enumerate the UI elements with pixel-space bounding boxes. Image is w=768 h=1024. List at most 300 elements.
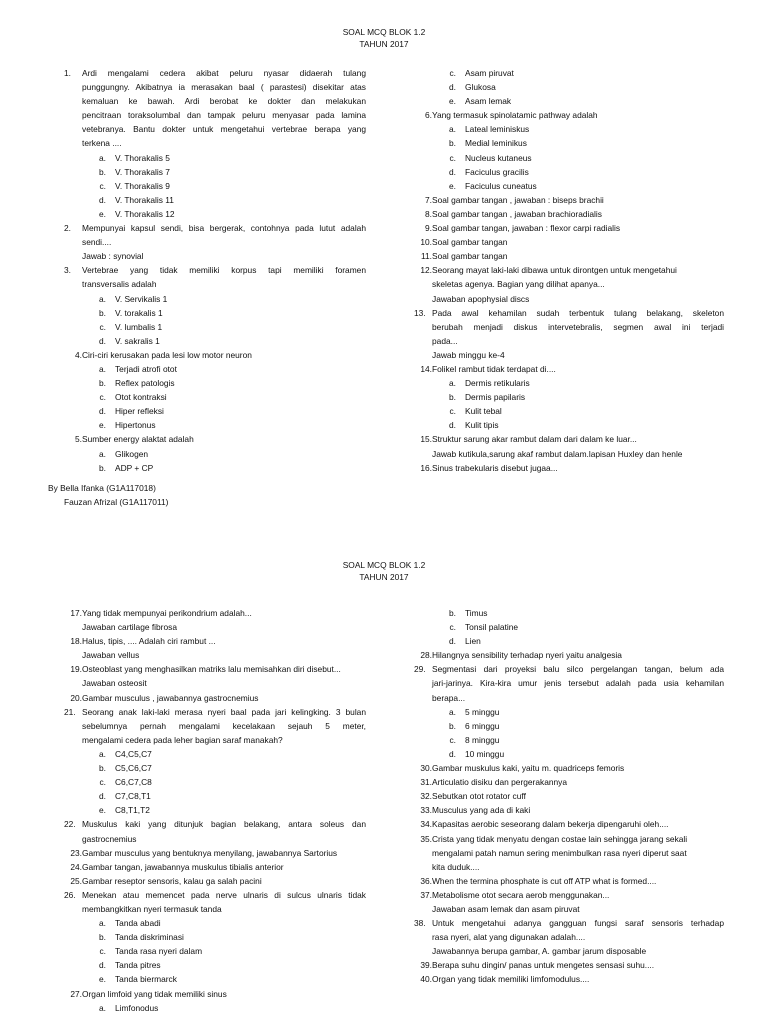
line-text: Seorang anak laki-laki merasa nyeri baal pada jari kelingking. 3 bulan [82,706,366,717]
question-continuation [64,733,366,747]
line-text: Tanda abadi [115,918,161,929]
question-number: 38. [414,918,426,929]
option-letter: b. [99,378,106,389]
question-continuation [414,691,724,705]
line-text: Soal gambar tangan , jawaban : biseps brachii [432,194,604,205]
line-text: Terjadi atrofi otot [115,363,177,374]
answer-option [64,334,366,348]
option-letter: d. [99,194,106,205]
question-number: 4. [75,349,82,360]
option-letter: a. [99,1002,106,1013]
question-line [64,705,366,719]
line-text: ADP + CP [115,462,154,473]
right-column [414,66,724,475]
answer-option [414,634,724,648]
question-continuation [414,320,724,334]
line-text: Tanda biermarck [115,974,177,985]
question-line [414,235,724,249]
answer-option [64,972,366,986]
option-letter: e. [449,96,456,107]
line-text: membangkitkan nyeri termasuk tanda [82,903,222,914]
line-text: V. Thorakalis 7 [115,166,170,177]
answer-option [414,390,724,404]
option-letter: e. [449,180,456,191]
question-continuation [64,648,366,662]
line-text: berubah menjadi diskus intervetebralis, segmen awal ini terjadi [432,321,724,332]
question-number: 35. [420,833,432,844]
question-continuation [64,832,366,846]
question-line [64,263,366,277]
option-letter: d. [449,420,456,431]
line-text: kita duduk.... [432,861,480,872]
option-letter: a. [449,378,456,389]
question-line [64,221,366,235]
answer-option [414,747,724,761]
author-line-2: Fauzan Afrizal (G1A117011) [64,497,169,507]
line-text: Halus, tipis, .... Adalah ciri rambut ... [82,636,216,647]
line-text: Yang tidak mempunyai perikondrium adalah... [82,608,252,618]
question-line [414,461,724,475]
question-number: 10. [420,237,432,248]
answer-option [64,944,366,958]
line-text: Gambar musculus , jawabannya gastrocnemius [82,692,259,703]
option-letter: e. [99,208,106,219]
question-number: 39. [420,960,432,971]
question-continuation [414,860,724,874]
answer-option [64,376,366,390]
line-text: V. Thorakalis 11 [115,194,174,205]
line-text: V. torakalis 1 [115,307,163,318]
option-letter: b. [449,608,456,618]
question-line [64,432,366,446]
line-text: Tanda pitres [115,960,161,971]
page-title: SOAL MCQ BLOK 1.2 [342,560,426,570]
line-text: C5,C6,C7 [115,763,152,774]
question-continuation [414,846,724,860]
question-number: 25. [70,875,82,886]
option-letter: a. [99,152,106,163]
question-number: 1. [64,68,71,78]
answer-option [414,606,724,620]
line-text: pada... [432,335,458,346]
line-text: Sumber energy alaktat adalah [82,434,194,445]
line-text: Musculus yang ada di kaki [432,805,531,816]
answer-option [414,733,724,747]
question-number: 9. [425,223,432,234]
question-number: 16. [420,462,432,473]
line-text: Tanda rasa nyeri dalam [115,946,203,957]
line-text: Dermis retikularis [465,378,530,389]
option-letter: e. [99,420,106,431]
option-letter: c. [99,392,106,403]
line-text: transversalis adalah [82,279,157,290]
line-text: Glikogen [115,448,149,459]
line-text: Medial leminikus [465,138,527,149]
option-letter: b. [449,720,456,731]
option-letter: d. [99,406,106,417]
option-letter: a. [99,918,106,929]
line-text: Timus [465,608,488,618]
question-number: 7. [425,194,432,205]
question-line [414,972,724,986]
answer-option [64,362,366,376]
option-letter: a. [99,448,106,459]
answer-option [64,151,366,165]
question-continuation [414,277,724,291]
line-text: pencitraan toraksolumbal dan tampak peluru menyasar pada lamina [82,110,366,121]
answer-option [64,761,366,775]
line-text: Asam lemak [465,96,512,107]
option-letter: c. [449,406,456,417]
page-year: TAHUN 2017 [359,572,409,582]
left-column [64,66,366,475]
question-continuation [64,277,366,291]
option-letter: c. [99,321,106,332]
line-text: Faciculus gracilis [465,166,529,177]
line-text: V. Thorakalis 9 [115,180,170,191]
line-text: Muskulus kaki yang ditunjuk bagian belakang, antara soleus dan [82,819,366,830]
answer-option [414,151,724,165]
line-text: punggungny. Akibatnya ia merasakan baal ( parastesi) disekitar atas [82,82,366,93]
option-letter: c. [449,152,456,163]
question-number: 14. [420,363,432,374]
line-text: V. Servikalis 1 [115,293,168,304]
answer-option [64,306,366,320]
page-header [0,26,768,50]
option-letter: b. [449,392,456,403]
question-line [414,888,724,902]
question-continuation [414,902,724,916]
line-text: Menekan atau memencet pada nerve ulnaris di sulcus ulnaris tidak [82,889,366,900]
question-number: 23. [70,847,82,858]
answer-option [64,958,366,972]
line-text: V. sakralis 1 [115,335,160,346]
question-continuation [414,676,724,690]
line-text: Soal gambar tangan [432,251,508,262]
question-number: 34. [420,819,432,830]
line-text: Otot kontraksi [115,392,167,403]
answer-option [64,193,366,207]
right-column [414,606,724,987]
question-line [414,249,724,263]
question-continuation [64,235,366,249]
question-number: 2. [64,223,71,234]
line-text: Dermis papilaris [465,392,526,403]
question-line [414,221,724,235]
question-number: 26. [64,889,76,900]
question-line [414,432,724,446]
question-line [414,958,724,972]
question-line [414,916,724,930]
line-text: Segmentasi dari proyeksi balu silco pergelangan tangan, belum ada [432,664,724,675]
question-number: 36. [420,875,432,886]
line-text: Soal gambar tangan, jawaban : flexor carpi radialis [432,223,621,234]
line-text: C6,C7,C8 [115,777,152,788]
question-line [414,263,724,277]
answer-option [64,916,366,930]
line-text: Organ limfoid yang tidak memiliki sinus [82,988,227,999]
question-number: 18. [70,636,82,647]
question-line [414,832,724,846]
answer-option [64,165,366,179]
line-text: Seorang mayat laki-laki dibawa untuk dirontgen untuk mengetahui [432,265,677,276]
answer-option [414,80,724,94]
answer-option [414,620,724,634]
question-line [414,803,724,817]
question-line [414,874,724,888]
line-text: rasa nyeri, alat yang digunakan adalah.... [432,932,586,943]
page-year: TAHUN 2017 [359,39,409,49]
question-continuation [64,94,366,108]
question-continuation [414,292,724,306]
option-letter: b. [99,166,106,177]
answer-option [64,179,366,193]
question-number: 31. [420,777,432,788]
line-text: Jawaban asam lemak dan asam piruvat [432,903,580,914]
option-letter: c. [449,68,456,78]
line-text: Sebutkan otot rotator cuff [432,791,526,802]
line-text: mengalami patah namun sering menimbulkan rasa nyeri diperut saat [432,847,687,858]
line-text: Jawab : synovial [82,251,144,262]
page-title: SOAL MCQ BLOK 1.2 [342,27,426,37]
answer-option [414,179,724,193]
line-text: Struktur sarung akar rambut dalam dari dalam ke luar... [432,434,637,445]
question-line [64,860,366,874]
page-header [0,559,768,583]
question-line [64,348,366,362]
answer-option [414,705,724,719]
answer-option [64,320,366,334]
line-text: Soal gambar tangan , jawaban brachioradialis [432,208,602,219]
line-text: V. Thorakalis 12 [115,208,175,219]
line-text: Ciri-ciri kerusakan pada lesi low motor neuron [82,349,252,360]
option-letter: d. [449,748,456,759]
question-line [64,817,366,831]
question-number: 15. [420,434,432,445]
question-number: 27. [70,988,82,999]
option-letter: c. [449,734,456,745]
option-letter: c. [449,622,456,633]
question-line [64,987,366,1001]
line-text: Jawab kutikula,sarung akaf rambut dalam.lapisan Huxley dan henle [432,448,683,459]
line-text: Soal gambar tangan [432,237,508,248]
line-text: skeletas agenya. Bagian yang dilihat apanya... [432,279,605,290]
question-continuation [64,136,366,150]
question-continuation [64,902,366,916]
line-text: Kulit tipis [465,420,499,431]
option-letter: c. [99,180,106,191]
line-text: 6 minggu [465,720,500,731]
option-letter: d. [449,636,456,647]
question-number: 6. [425,110,432,121]
line-text: Yang termasuk spinolatamic pathway adalah [432,110,598,121]
question-continuation [414,944,724,958]
answer-option [64,418,366,432]
document-page-2 [0,555,768,1024]
line-text: 5 minggu [465,706,500,717]
author-line-1: By Bella Ifanka (G1A117018) [48,483,156,493]
line-text: Berapa suhu dingin/ panas untuk mengetes sensasi suhu.... [432,960,655,971]
option-letter: d. [449,82,456,93]
answer-option [64,803,366,817]
question-continuation [64,719,366,733]
option-letter: a. [99,748,106,759]
line-text: Crista yang tidak menyatu dengan costae lain sehingga jarang sekali [432,833,688,844]
line-text: Organ yang tidak memiliki limfomodulus.... [432,974,590,985]
line-text: Gambar reseptor sensoris, kalau ga salah pacini [82,875,262,886]
option-letter: d. [99,335,106,346]
line-text: Glukosa [465,82,496,93]
question-line [64,691,366,705]
line-text: Faciculus cuneatus [465,180,537,191]
answer-option [414,719,724,733]
answer-option [64,789,366,803]
line-text: Gambar musculus yang bentuknya menyilang, jawabannya Sartorius [82,847,338,858]
option-letter: b. [99,763,106,774]
question-line [64,634,366,648]
question-line [414,306,724,320]
line-text: 8 minggu [465,734,500,745]
line-text: Limfonodus [115,1002,159,1013]
question-number: 24. [70,861,82,872]
line-text: 10 minggu [465,748,505,759]
question-line [414,761,724,775]
option-letter: d. [99,791,106,802]
line-text: C8,T1,T2 [115,805,150,816]
question-line [414,108,724,122]
question-line [414,193,724,207]
line-text: When the termina phosphate is cut off ATP what is formed.... [432,875,657,886]
line-text: Untuk mengetahui adanya gangguan fungsi saraf sensoris terhadap [432,918,724,929]
question-line [64,606,366,620]
answer-option [414,376,724,390]
option-letter: b. [99,307,106,318]
question-number: 19. [70,664,82,675]
question-continuation [64,108,366,122]
question-line [414,789,724,803]
line-text: Asam piruvat [465,68,514,78]
left-column [64,606,366,1015]
line-text: Ardi mengalami cedera akibat peluru nyasar didaerah tulang [82,68,366,78]
question-number: 22. [64,819,76,830]
question-continuation [414,447,724,461]
answer-option [414,66,724,80]
question-number: 32. [420,791,432,802]
answer-option [414,136,724,150]
line-text: C7,C8,T1 [115,791,151,802]
answer-option [414,122,724,136]
question-continuation [414,930,724,944]
question-number: 28. [420,650,432,661]
line-text: Folikel rambut tidak terdapat di.... [432,363,556,374]
line-text: Jawaban vellus [82,650,140,661]
question-number: 17. [70,608,82,618]
answer-option [64,207,366,221]
question-continuation [64,676,366,690]
option-letter: e. [99,974,106,985]
answer-option [414,94,724,108]
question-number: 3. [64,265,71,276]
question-continuation [64,249,366,263]
line-text: Jawaban cartilage fibrosa [82,622,177,633]
line-text: Gambar tangan, jawabannya muskulus tibialis anterior [82,861,284,872]
question-number: 30. [420,763,432,774]
question-number: 12. [420,265,432,276]
line-text: Jawaban apophysial discs [432,293,530,304]
answer-option [64,930,366,944]
line-text: Tonsil palatine [465,622,519,633]
line-text: Kulit tebal [465,406,502,417]
question-continuation [414,348,724,362]
option-letter: b. [449,138,456,149]
question-number: 13. [414,307,426,318]
option-letter: e. [99,805,106,816]
option-letter: c. [99,777,106,788]
line-text: Nucleus kutaneus [465,152,532,163]
question-number: 21. [64,706,76,717]
option-letter: a. [449,124,456,135]
question-line [64,66,366,80]
option-letter: a. [99,363,106,374]
option-letter: d. [449,166,456,177]
question-continuation [414,334,724,348]
line-text: C4,C5,C7 [115,748,152,759]
question-number: 11. [420,251,432,262]
line-text: Jawab minggu ke-4 [432,349,505,360]
line-text: Sinus trabekularis disebut jugaa... [432,462,558,473]
option-letter: a. [99,293,106,304]
line-text: Reflex patologis [115,378,175,389]
answer-option [64,461,366,475]
question-number: 33. [420,805,432,816]
answer-option [414,404,724,418]
question-line [64,874,366,888]
line-text: Pada awal kehamilan sudah terbentuk tulang belakang, skeleton [432,307,724,318]
line-text: jari-jarinya. Kira-kira umur jenis tersebut adalah pada usia kehamilan [432,678,724,689]
line-text: sebelumnya pernah mengalami kecelakaan sejauh 5 meter, [82,720,366,731]
answer-option [414,165,724,179]
question-line [64,662,366,676]
line-text: Jawabannya berupa gambar, A. gambar jarum disposable [432,946,647,957]
question-number: 29. [414,664,426,675]
answer-option [64,292,366,306]
answer-option [64,404,366,418]
question-line [414,648,724,662]
option-letter: b. [99,932,106,943]
question-line [64,888,366,902]
question-number: 5. [75,434,82,445]
line-text: Mempunyai kapsul sendi, bisa bergerak, contohnya pada lutut adalah [82,223,366,234]
line-text: Metabolisme otot secara aerob menggunakan... [432,889,610,900]
question-continuation [64,80,366,94]
line-text: kemaluan ke bawah. Ardi berobat ke dokter dan melakukan [82,96,366,107]
line-text: Gambar muskulus kaki, yaitu m. quadriceps femoris [432,763,625,774]
line-text: berapa... [432,692,466,703]
question-line [414,662,724,676]
line-text: Hipertonus [115,420,156,431]
line-text: Kapasitas aerobic seseorang dalam bekerja dipengaruhi oleh.... [432,819,669,830]
answer-option [64,747,366,761]
answer-option [414,418,724,432]
line-text: Lateal leminiskus [465,124,530,135]
line-text: Osteoblast yang menghasilkan matriks lalu memisahkan diri disebut... [82,664,341,675]
question-continuation [64,620,366,634]
line-text: Hilangnya sensibility terhadap nyeri yaitu analgesia [432,650,622,661]
answer-option [64,1001,366,1015]
question-number: 40. [420,974,432,985]
question-line [414,362,724,376]
option-letter: d. [99,960,106,971]
